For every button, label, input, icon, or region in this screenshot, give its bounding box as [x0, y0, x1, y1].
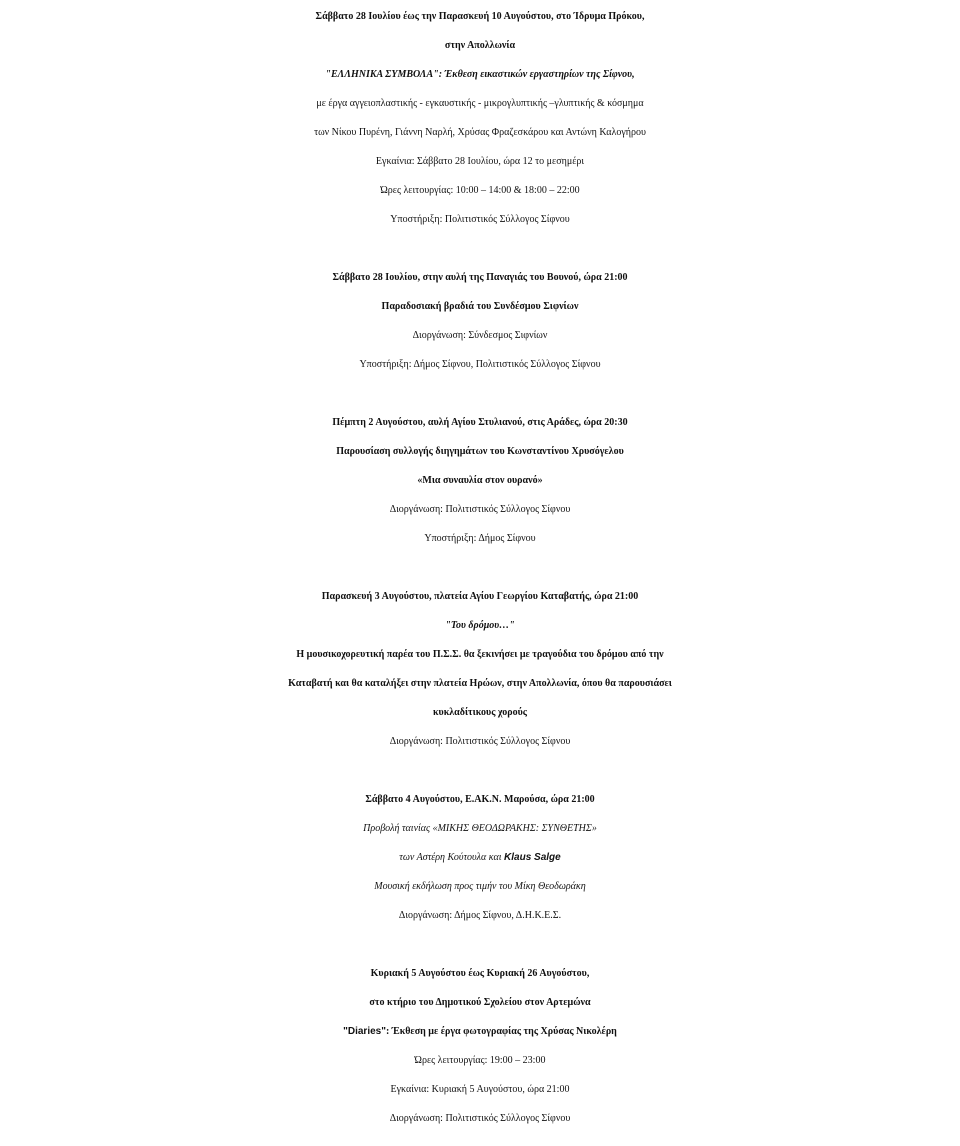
event-hours: Ώρες λειτουργίας: 19:00 – 23:00: [414, 1055, 546, 1066]
event-date-line: Πέμπτη 2 Αυγούστου, αυλή Αγίου Στυλιανού, στις Αράδες, ώρα 20:30: [332, 417, 628, 428]
spacer: [0, 930, 960, 959]
event-block-prokos-exhibition: [0, 2, 960, 234]
event-block-film-screening: [0, 785, 960, 930]
event-title: "ΕΛΛΗΝΙΚΑ ΣΥΜΒΟΛΑ": Έκθεση εικαστικών εργαστηρίων της Σίφνου,: [325, 69, 635, 80]
event-organizer: Διοργάνωση: Πολιτιστικός Σύλλογος Σίφνου: [389, 736, 571, 747]
event-venue-line: στην Απολλωνία: [444, 40, 516, 51]
event-organizer: Διοργάνωση: Πολιτιστικός Σύλλογος Σίφνου: [389, 1113, 571, 1124]
event-concert: Μουσική εκδήλωση προς τιμήν του Μίκη Θεοδωράκη: [374, 881, 586, 892]
event-title: Παραδοσιακή βραδιά του Συνδέσμου Σιφνίων: [381, 301, 579, 312]
spacer: [0, 553, 960, 582]
spacer: [0, 379, 960, 408]
event-date-line: Σάββατο 28 Ιουλίου, στην αυλή της Παναγιάς του Βουνού, ώρα 21:00: [332, 272, 628, 283]
event-opening: Εγκαίνια: Σάββατο 28 Ιουλίου, ώρα 12 το μεσημέρι: [375, 156, 585, 167]
event-directors: [0, 843, 960, 872]
event-venue-line: στο κτήριο του Δημοτικού Σχολείου στον Αρτεμώνα: [369, 997, 591, 1008]
event-date-line: Παρασκευή 3 Αυγούστου, πλατεία Αγίου Γεωργίου Καταβατής, ώρα 21:00: [321, 591, 639, 602]
event-description: Παρουσίαση συλλογής διηγημάτων του Κωνσταντίνου Χρυσόγελου: [336, 446, 624, 457]
event-artists: των Νίκου Πυρένη, Γιάννη Ναρλή, Χρύσας Φραζεσκάρου και Αντώνη Καλογήρου: [314, 127, 646, 138]
directors-latin: Klaus Salge: [504, 852, 561, 863]
event-block-diaries-exhibition: [0, 959, 960, 1133]
event-support: Υποστήριξη: Δήμος Σίφνου, Πολιτιστικός Σύλλογος Σίφνου: [359, 359, 601, 370]
event-block-street-music: [0, 582, 960, 756]
title-greek: : Έκθεση με έργα φωτογραφίας της Χρύσας Νικολέρη: [385, 1026, 617, 1037]
event-organizer: Διοργάνωση: Σύνδεσμος Σιφνίων: [412, 330, 548, 341]
event-description: με έργα αγγειοπλαστικής - εγκαυστικής - μικρογλυπτικής –γλυπτικής & κόσμημα: [316, 98, 644, 109]
event-title: «Μια συναυλία στον ουρανό»: [417, 475, 543, 486]
title-latin: "Diaries": [343, 1026, 386, 1037]
event-date-line: Σάββατο 28 Ιουλίου έως την Παρασκευή 10 Αυγούστου, στο Ίδρυμα Πρόκου,: [315, 11, 645, 22]
event-support: Υποστήριξη: Δήμος Σίφνου: [424, 533, 536, 544]
directors-greek: των Αστέρη Κούτουλα και: [399, 852, 505, 863]
event-support: Υποστήριξη: Πολιτιστικός Σύλλογος Σίφνου: [390, 214, 570, 225]
event-description-cont: Καταβατή και θα καταλήξει στην πλατεία Ηρώων, στην Απολλωνία, όπου θα παρουσιάσει: [288, 678, 672, 689]
event-title: [0, 1017, 960, 1046]
event-block-traditional-night: [0, 263, 960, 379]
event-title: "Του δρόμου…": [445, 620, 515, 631]
event-description: Η μουσικοχορευτική παρέα του Π.Σ.Σ. θα ξεκινήσει με τραγούδια του δρόμου από την: [296, 649, 664, 660]
spacer: [0, 756, 960, 785]
spacer: [0, 234, 960, 263]
event-organizer: Διοργάνωση: Πολιτιστικός Σύλλογος Σίφνου: [389, 504, 571, 515]
event-title: Προβολή ταινίας «ΜΙΚΗΣ ΘΕΟΔΩΡΑΚΗΣ: ΣΥΝΘΕΤΗΣ»: [363, 823, 597, 834]
event-date-line: Κυριακή 5 Αυγούστου έως Κυριακή 26 Αυγούστου,: [370, 968, 590, 979]
event-organizer: Διοργάνωση: Δήμος Σίφνου, Δ.Η.Κ.Ε.Σ.: [398, 910, 562, 921]
event-date-line: Σάββατο 4 Αυγούστου, Ε.ΑΚ.Ν. Μαρούσα, ώρα 21:00: [365, 794, 595, 805]
event-description-end: κυκλαδίτικους χορούς: [432, 707, 528, 718]
event-opening: Εγκαίνια: Κυριακή 5 Αυγούστου, ώρα 21:00: [390, 1084, 570, 1095]
event-hours: Ώρες λειτουργίας: 10:00 – 14:00 & 18:00 – 22:00: [380, 185, 580, 196]
event-block-book-presentation: [0, 408, 960, 553]
